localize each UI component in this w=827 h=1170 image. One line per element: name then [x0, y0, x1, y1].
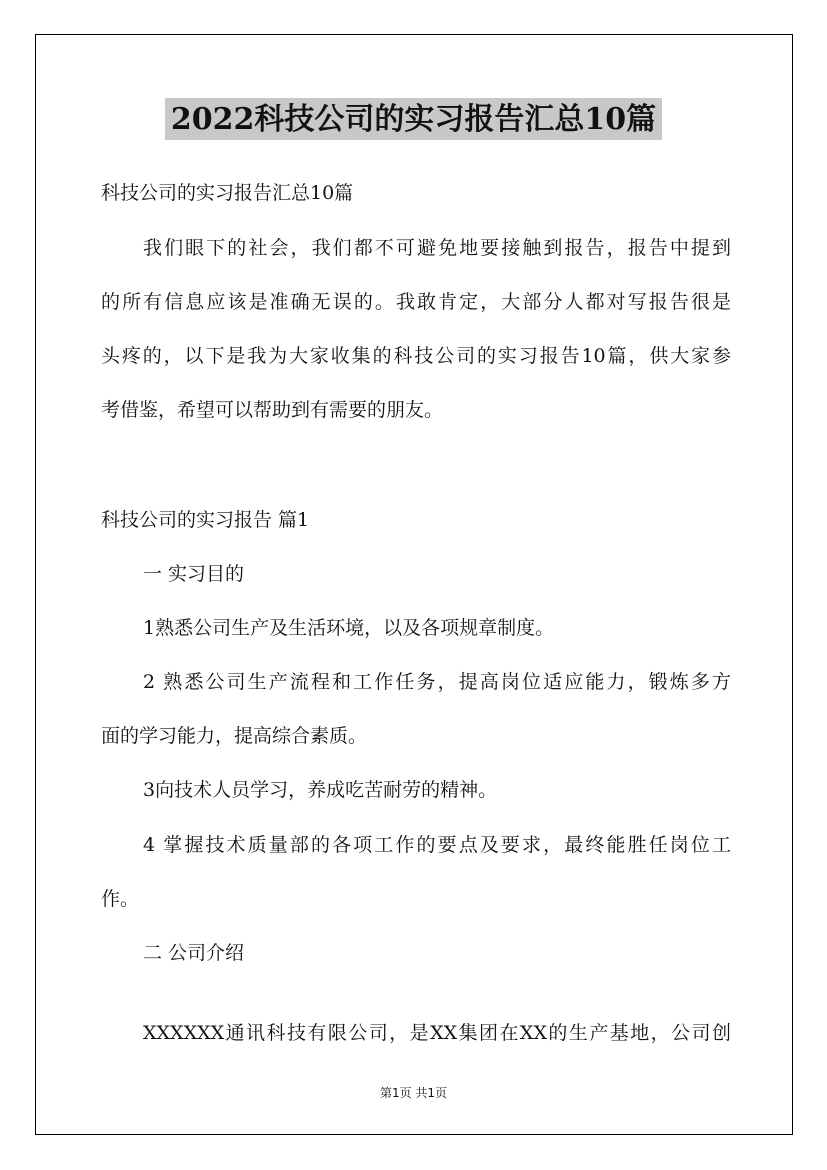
paragraph-line: 4 掌握技术质量部的各项工作的要点及要求，最终能胜任岗位工: [143, 834, 731, 856]
section-heading: 科技公司的实习报告 篇1: [101, 509, 310, 531]
paragraph-line: 1熟悉公司生产及生活环境，以及各项规章制度。: [143, 617, 555, 639]
paragraph-line: 头疼的，以下是我为大家收集的科技公司的实习报告10篇，供大家参: [101, 345, 731, 367]
paragraph-line: 作。: [101, 888, 140, 910]
document-title: 2022科技公司的实习报告汇总10篇: [165, 98, 662, 140]
subheading: 一 实习目的: [143, 563, 245, 585]
paragraph-line: 面的学习能力，提高综合素质。: [101, 725, 368, 747]
paragraph-line: 的所有信息应该是准确无误的。我敢肯定，大部分人都对写报告很是: [101, 291, 731, 313]
paragraph-line: 3向技术人员学习，养成吃苦耐劳的精神。: [143, 779, 498, 801]
paragraph-line: 我们眼下的社会，我们都不可避免地要接触到报告，报告中提到: [143, 237, 731, 259]
paragraph-line: 2 熟悉公司生产流程和工作任务，提高岗位适应能力，锻炼多方: [143, 671, 731, 693]
title-container: [0, 98, 827, 140]
subheading: 二 公司介绍: [143, 942, 245, 964]
paragraph-line: XXXXXX通讯科技有限公司，是XX集团在XX的生产基地，公司创: [143, 1022, 731, 1044]
paragraph-line: 考借鉴，希望可以帮助到有需要的朋友。: [101, 399, 444, 421]
subtitle-line: 科技公司的实习报告汇总10篇: [101, 182, 354, 204]
page-footer: 第1页 共1页: [379, 1086, 448, 1100]
